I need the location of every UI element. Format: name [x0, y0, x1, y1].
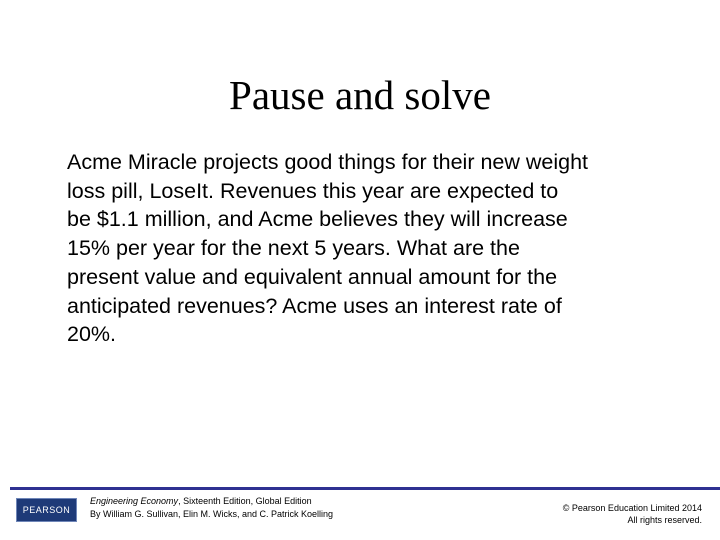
- pearson-logo: [16, 498, 77, 522]
- citation-title-line: [90, 495, 333, 508]
- problem-text-line: be $1.1 million, and Acme believes they will increase: [67, 207, 568, 232]
- slide-title: Pause and solve: [229, 72, 491, 118]
- problem-text-line: loss pill, LoseIt. Revenues this year are expected to: [67, 178, 559, 203]
- rights-line: All rights reserved.: [627, 515, 702, 525]
- problem-text-line: Acme Miracle projects good things for their new weight: [67, 150, 589, 174]
- footer-divider: [10, 487, 720, 490]
- problem-text-line: 20%.: [67, 322, 117, 347]
- problem-text-line: anticipated revenues? Acme uses an interest rate of: [67, 293, 562, 318]
- copyright-line: © Pearson Education Limited 2014: [562, 503, 702, 513]
- book-edition: , Sixteenth Edition, Global Edition: [178, 496, 312, 506]
- pearson-logo-text: PEARSON: [22, 505, 71, 515]
- book-title: Engineering Economy: [90, 496, 179, 506]
- book-authors: By William G. Sullivan, Elin M. Wicks, and C. Patrick Koelling: [90, 509, 334, 519]
- problem-text-line: present value and equivalent annual amount for the: [67, 264, 558, 289]
- problem-text-line: 15% per year for the next 5 years. What are the: [67, 236, 520, 261]
- problem-text: [67, 148, 667, 349]
- book-citation: [90, 495, 333, 521]
- copyright-notice: [563, 502, 702, 526]
